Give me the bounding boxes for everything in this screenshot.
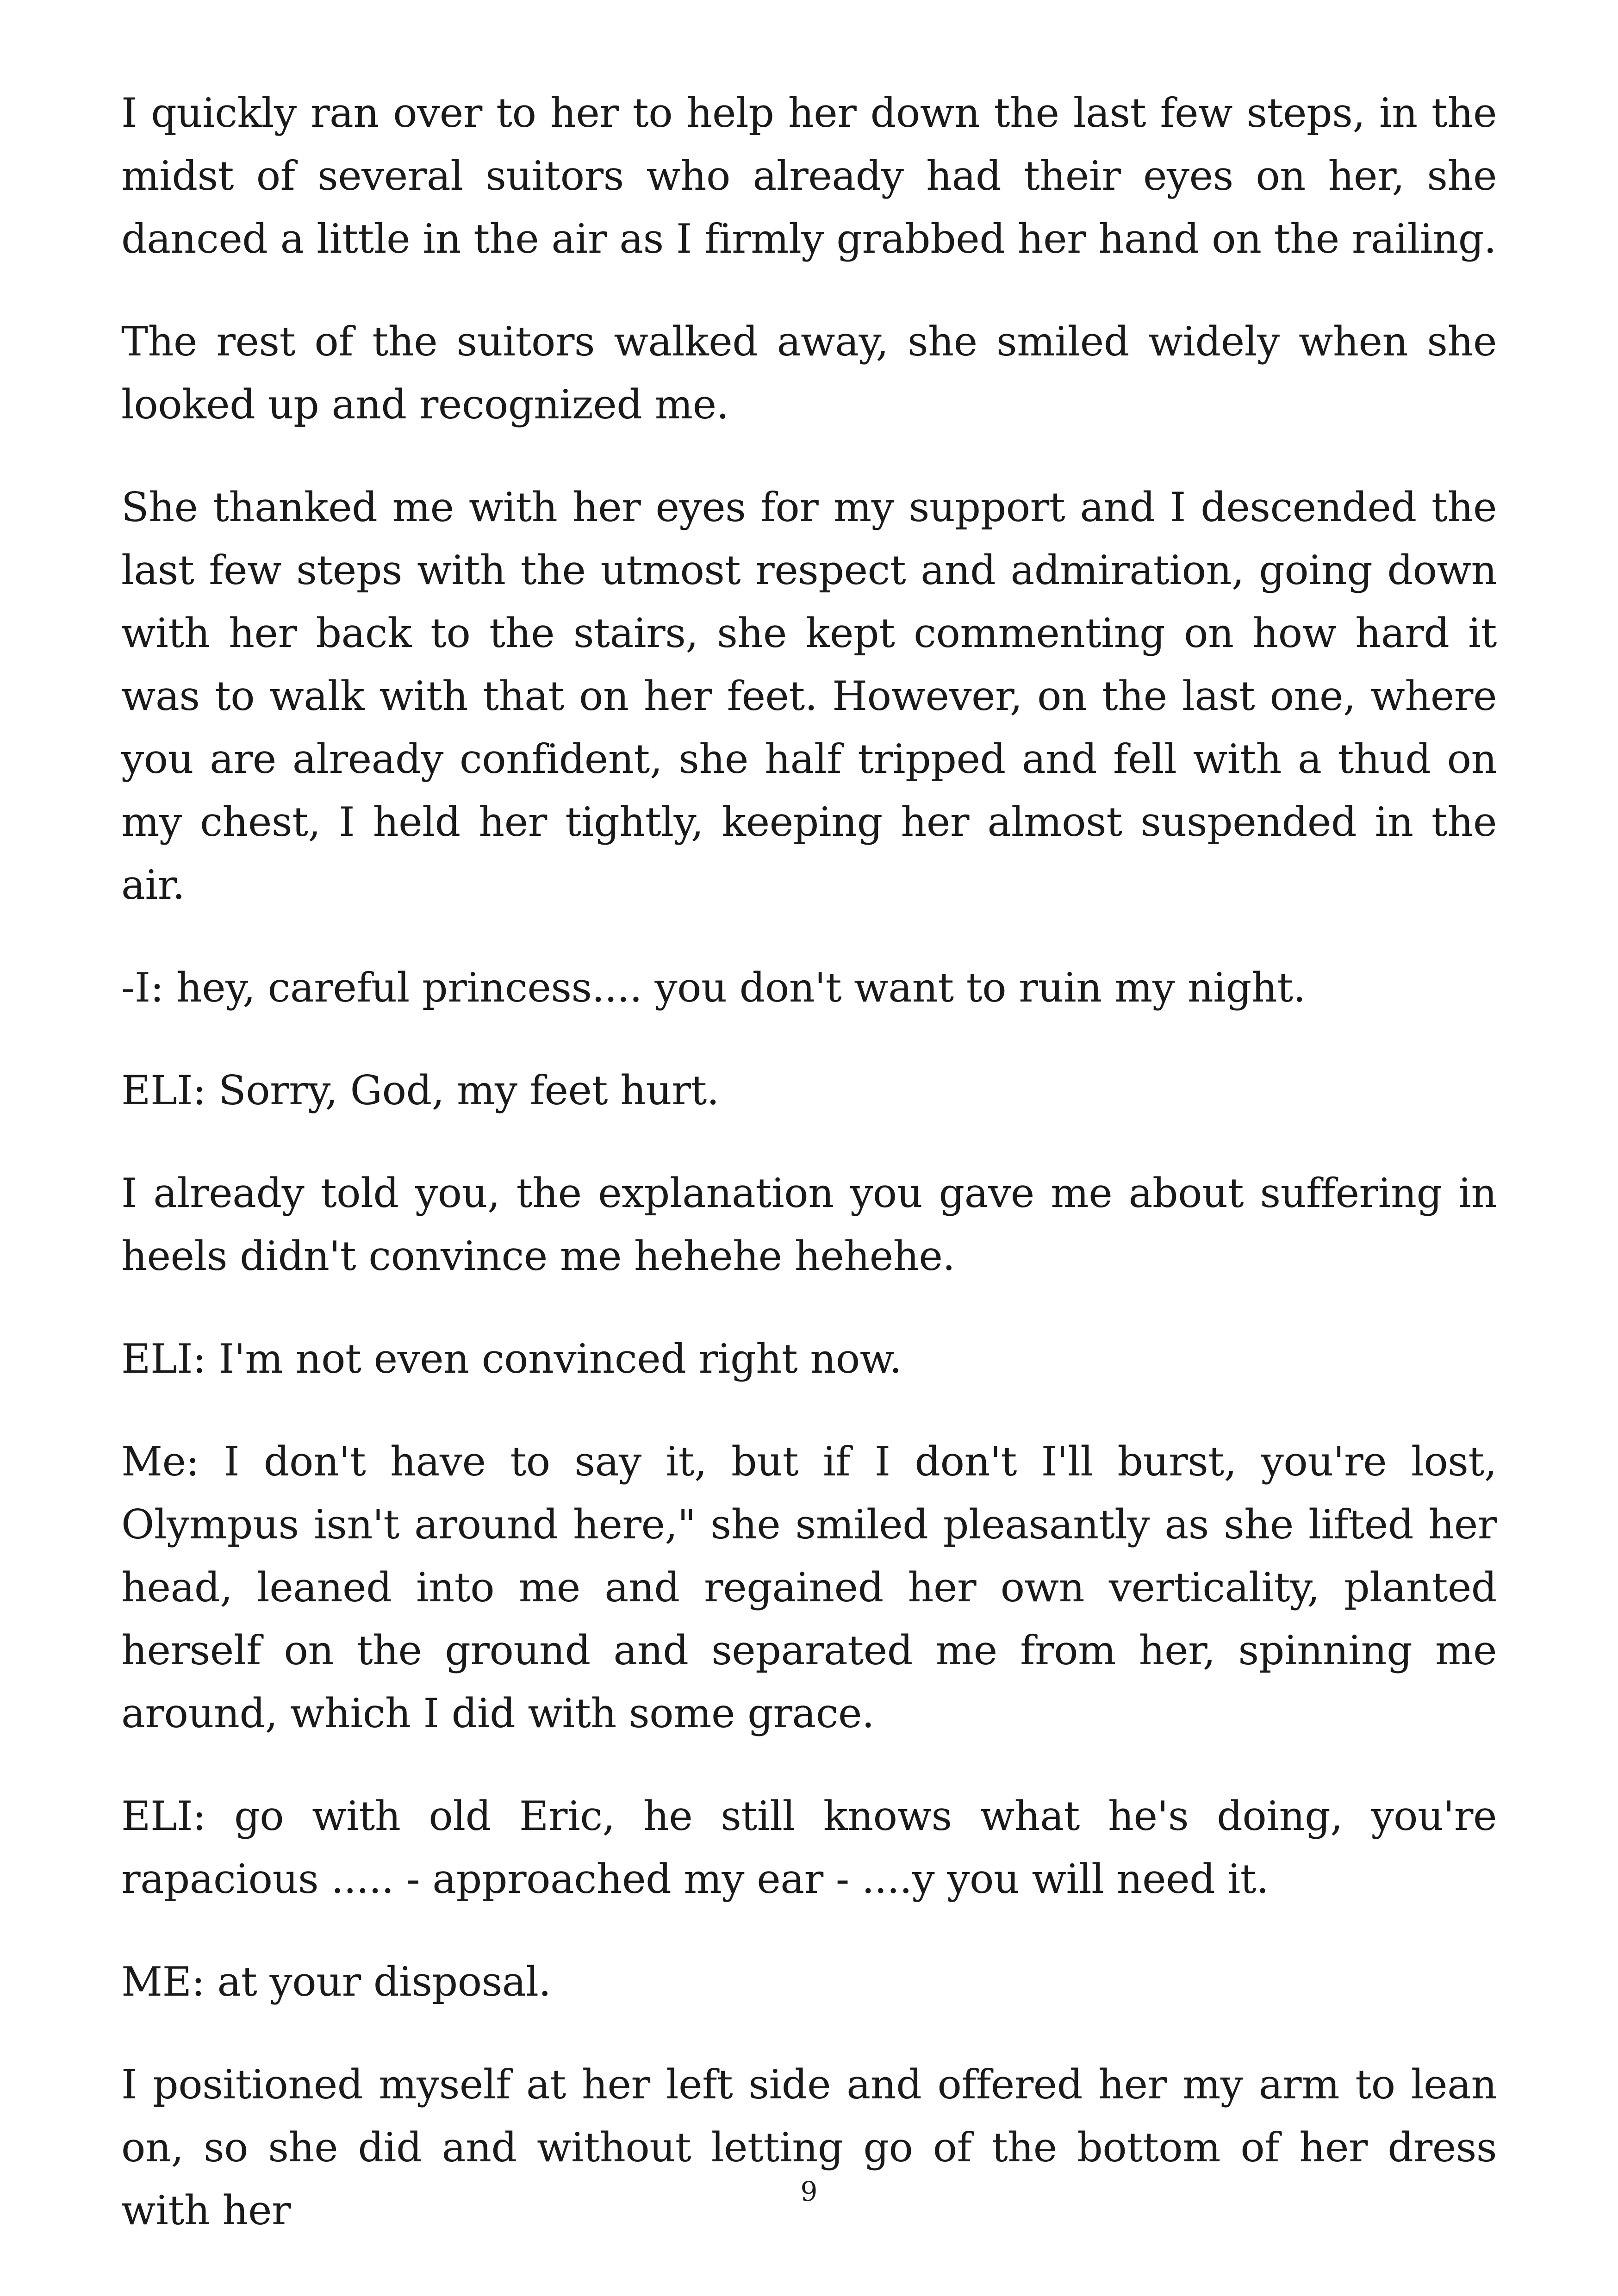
- paragraph: She thanked me with her eyes for my support and I descended the last few steps with the utmost respect and admiration, going down with her back to the stairs, she kept commenting on how hard it was to walk with that on her feet. However, on the last one, where you are already confident, she half tripped and fell with a thud on my chest, I held her tightly, keeping her almost suspended in the air.: [121, 484, 1497, 908]
- paragraph: Me: I don't have to say it, but if I don't I'll burst, you're lost, Olympus isn't around here," she smiled pleasantly as she lifted her head, leaned into me and regained her own verticality, planted herself on the ground and separated me from her, spinning me around, which I did with some grace.: [121, 1438, 1497, 1737]
- paragraph: ELI: I'm not even convinced right now.: [121, 1335, 902, 1382]
- paragraph: ELI: go with old Eric, he still knows what he's doing, you're rapacious ..... - approached my ear - ....y you will need it.: [121, 1792, 1497, 1903]
- paragraph: The rest of the suitors walked away, she smiled widely when she looked up and recognized me.: [121, 318, 1497, 428]
- paragraph: -I: hey, careful princess.... you don't want to ruin my night.: [121, 964, 1306, 1011]
- paragraph: I quickly ran over to her to help her down the last few steps, in the midst of several suitors who already had their eyes on her, she danced a little in the air as I firmly grabbed her hand on the railing.: [121, 89, 1497, 262]
- paragraph: ME: at your disposal.: [121, 1958, 551, 2005]
- paragraph: I positioned myself at her left side and offered her my arm to lean on, so she did and without letting go of the bottom of her dress with her: [121, 2061, 1497, 2234]
- page-body: [121, 81, 1497, 2242]
- paragraph: ELI: Sorry, God, my feet hurt.: [121, 1067, 719, 1114]
- page-number: 9: [800, 2176, 818, 2207]
- paragraph: I already told you, the explanation you gave me about suffering in heels didn't convince me hehehe hehehe.: [121, 1170, 1497, 1280]
